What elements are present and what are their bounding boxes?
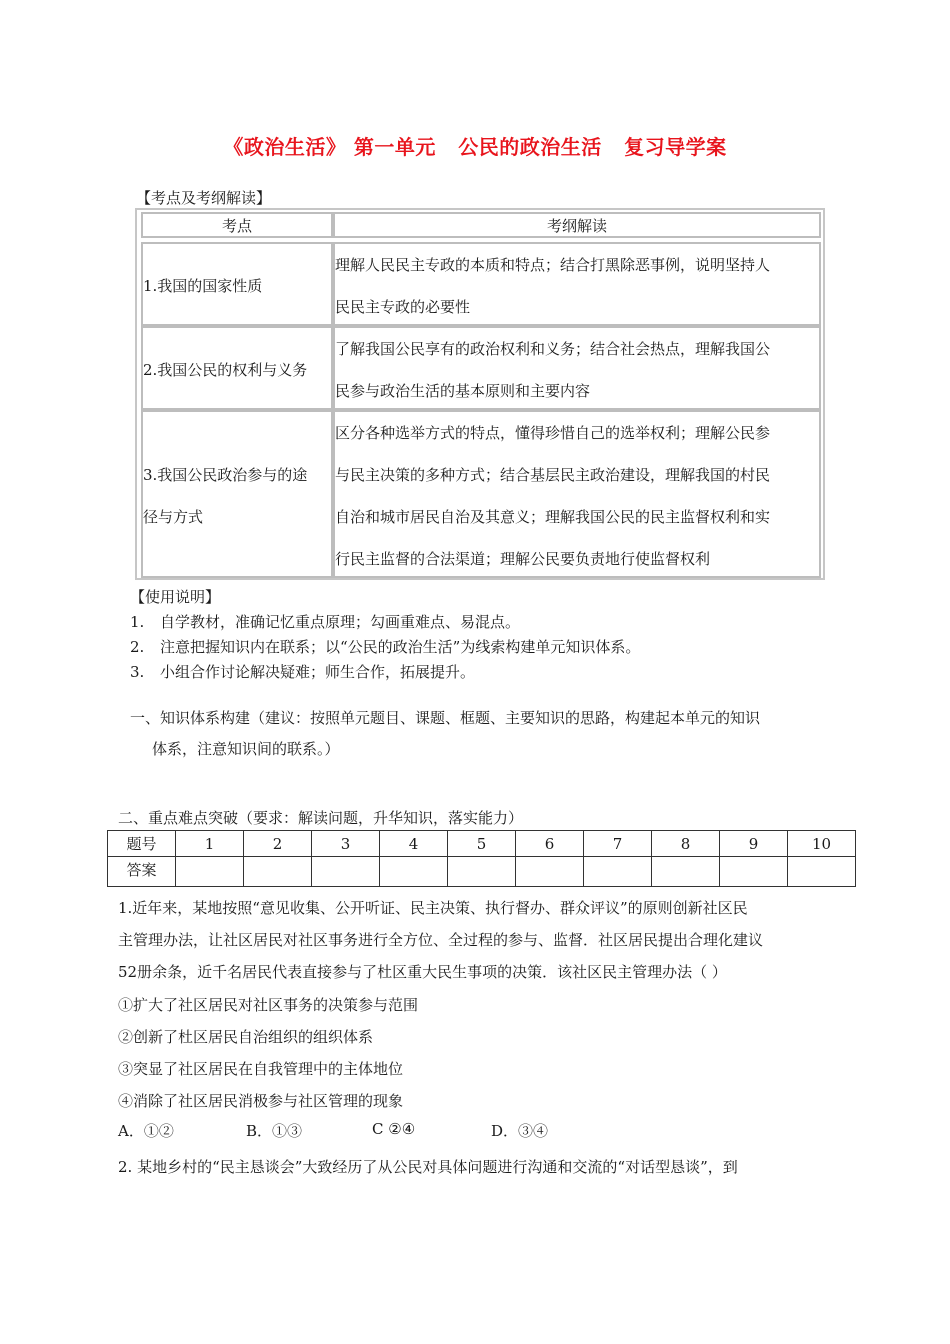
choice-d[interactable]: D．③④ xyxy=(491,1122,549,1140)
desc-line: 自治和城市居民自治及其意义；理解我国公民的民主监督权利和实 xyxy=(335,508,771,526)
question-number: 1 xyxy=(176,831,244,857)
list-item xyxy=(130,661,475,682)
list-item-text: 注意把握知识内在联系；以“公民的政治生活”为线索构建单元知识体系。 xyxy=(160,638,641,656)
point-label: 3.我国公民政治参与的途 xyxy=(143,466,308,484)
usage-label: 【使用说明】 xyxy=(130,588,221,606)
choice-a[interactable]: A．①② xyxy=(118,1122,174,1140)
answer-cell[interactable] xyxy=(584,857,652,887)
desc-line: 民参与政治生活的基本原则和主要内容 xyxy=(335,382,591,400)
question-line: 主管理办法，让社区居民对社区事务进行全方位、全过程的参与、监督．社区居民提出合理化建议 xyxy=(118,931,764,949)
answer-table xyxy=(107,830,856,887)
list-item xyxy=(130,636,640,657)
page-title: 《政治生活》 第一单元 公民的政治生活 复习导学案 xyxy=(223,135,727,159)
point-label: 2.我国公民的权利与义务 xyxy=(143,361,308,379)
table-row-desc xyxy=(333,410,821,578)
answer-cell[interactable] xyxy=(720,857,788,887)
point-label: 1.我国的国家性质 xyxy=(143,277,263,295)
statement-option: ②创新了杜区居民自治组织的组织体系 xyxy=(118,1028,374,1046)
question-number: 3 xyxy=(312,831,380,857)
list-item-number: 1. xyxy=(130,613,145,631)
answer-cell[interactable] xyxy=(176,857,244,887)
list-item xyxy=(130,611,520,632)
choice-b[interactable]: B．①③ xyxy=(246,1122,303,1140)
question-number: 4 xyxy=(380,831,448,857)
outline-label: 【考点及考纲解读】 xyxy=(136,189,272,207)
question-line: 1.近年来，某地按照“意见收集、公开听证、民主决策、执行督办、群众评议”的原则创新社区民 xyxy=(118,899,748,917)
list-item-text: 小组合作讨论解决疑难；师生合作，拓展提升。 xyxy=(160,663,476,681)
question-number: 8 xyxy=(652,831,720,857)
statement-option: ④消除了社区居民消极参与社区管理的现象 xyxy=(118,1092,404,1110)
desc-line: 与民主决策的多种方式；结合基层民主政治建设，理解我国的村民 xyxy=(335,466,771,484)
table-row-desc xyxy=(333,242,821,326)
section1-line: 一、知识体系构建（建议：按照单元题目、课题、框题、主要知识的思路，构建起本单元的知识 xyxy=(130,709,761,727)
section1-line: 体系，注意知识间的联系。） xyxy=(152,740,340,758)
desc-line: 行民主监督的合法渠道；理解公民要负责地行使监督权利 xyxy=(335,550,711,568)
answer-cell[interactable] xyxy=(244,857,312,887)
statement-option: ①扩大了社区居民对社区事务的决策参与范围 xyxy=(118,996,419,1014)
table-row-desc xyxy=(333,326,821,410)
answer-cell[interactable] xyxy=(380,857,448,887)
list-item-number: 3. xyxy=(130,663,145,681)
desc-line: 理解人民民主专政的本质和特点；结合打黑除恶事例，说明坚持人 xyxy=(335,256,771,274)
section2-heading: 二、重点难点突破（要求：解读问题，升华知识，落实能力） xyxy=(118,809,524,827)
answer-cell[interactable] xyxy=(652,857,720,887)
answer-cell[interactable] xyxy=(516,857,584,887)
statement-option: ③突显了社区居民在自我管理中的主体地位 xyxy=(118,1060,404,1078)
question-number: 2 xyxy=(244,831,312,857)
question-number: 7 xyxy=(584,831,652,857)
table-row-point xyxy=(141,326,333,410)
outline-table xyxy=(135,208,825,580)
list-item-number: 2. xyxy=(130,638,145,656)
point-label: 径与方式 xyxy=(143,508,204,526)
header-point: 考点 xyxy=(141,212,333,238)
answer-cell[interactable] xyxy=(448,857,516,887)
question-number: 10 xyxy=(788,831,856,857)
desc-line: 了解我国公民享有的政治权利和义务；结合社会热点，理解我国公 xyxy=(335,340,771,358)
table-row-point xyxy=(141,410,333,578)
answer-cell[interactable] xyxy=(312,857,380,887)
question-number: 5 xyxy=(448,831,516,857)
question-number: 9 xyxy=(720,831,788,857)
question-line: 52册余条，近千名居民代表直接参与了杜区重大民生事项的决策．该社区民主管理办法（ ） xyxy=(118,963,727,981)
question-number: 6 xyxy=(516,831,584,857)
answer-cell[interactable] xyxy=(788,857,856,887)
desc-line: 区分各种选举方式的特点，懂得珍惜自己的选举权利；理解公民参 xyxy=(335,424,771,442)
question-line: 2. 某地乡村的“民主恳谈会”大致经历了从公民对具体问题进行沟通和交流的“对话型恳谈”，到 xyxy=(118,1158,738,1176)
table-row-point xyxy=(141,242,333,326)
desc-line: 民民主专政的必要性 xyxy=(335,298,471,316)
header-desc: 考纲解读 xyxy=(333,212,821,238)
list-item-text: 自学教材，准确记忆重点原理；勾画重难点、易混点。 xyxy=(160,613,521,631)
row-label-answer: 答案 xyxy=(108,857,176,887)
choice-c[interactable]: C ②④ xyxy=(372,1120,416,1138)
row-label-number: 题号 xyxy=(108,831,176,857)
